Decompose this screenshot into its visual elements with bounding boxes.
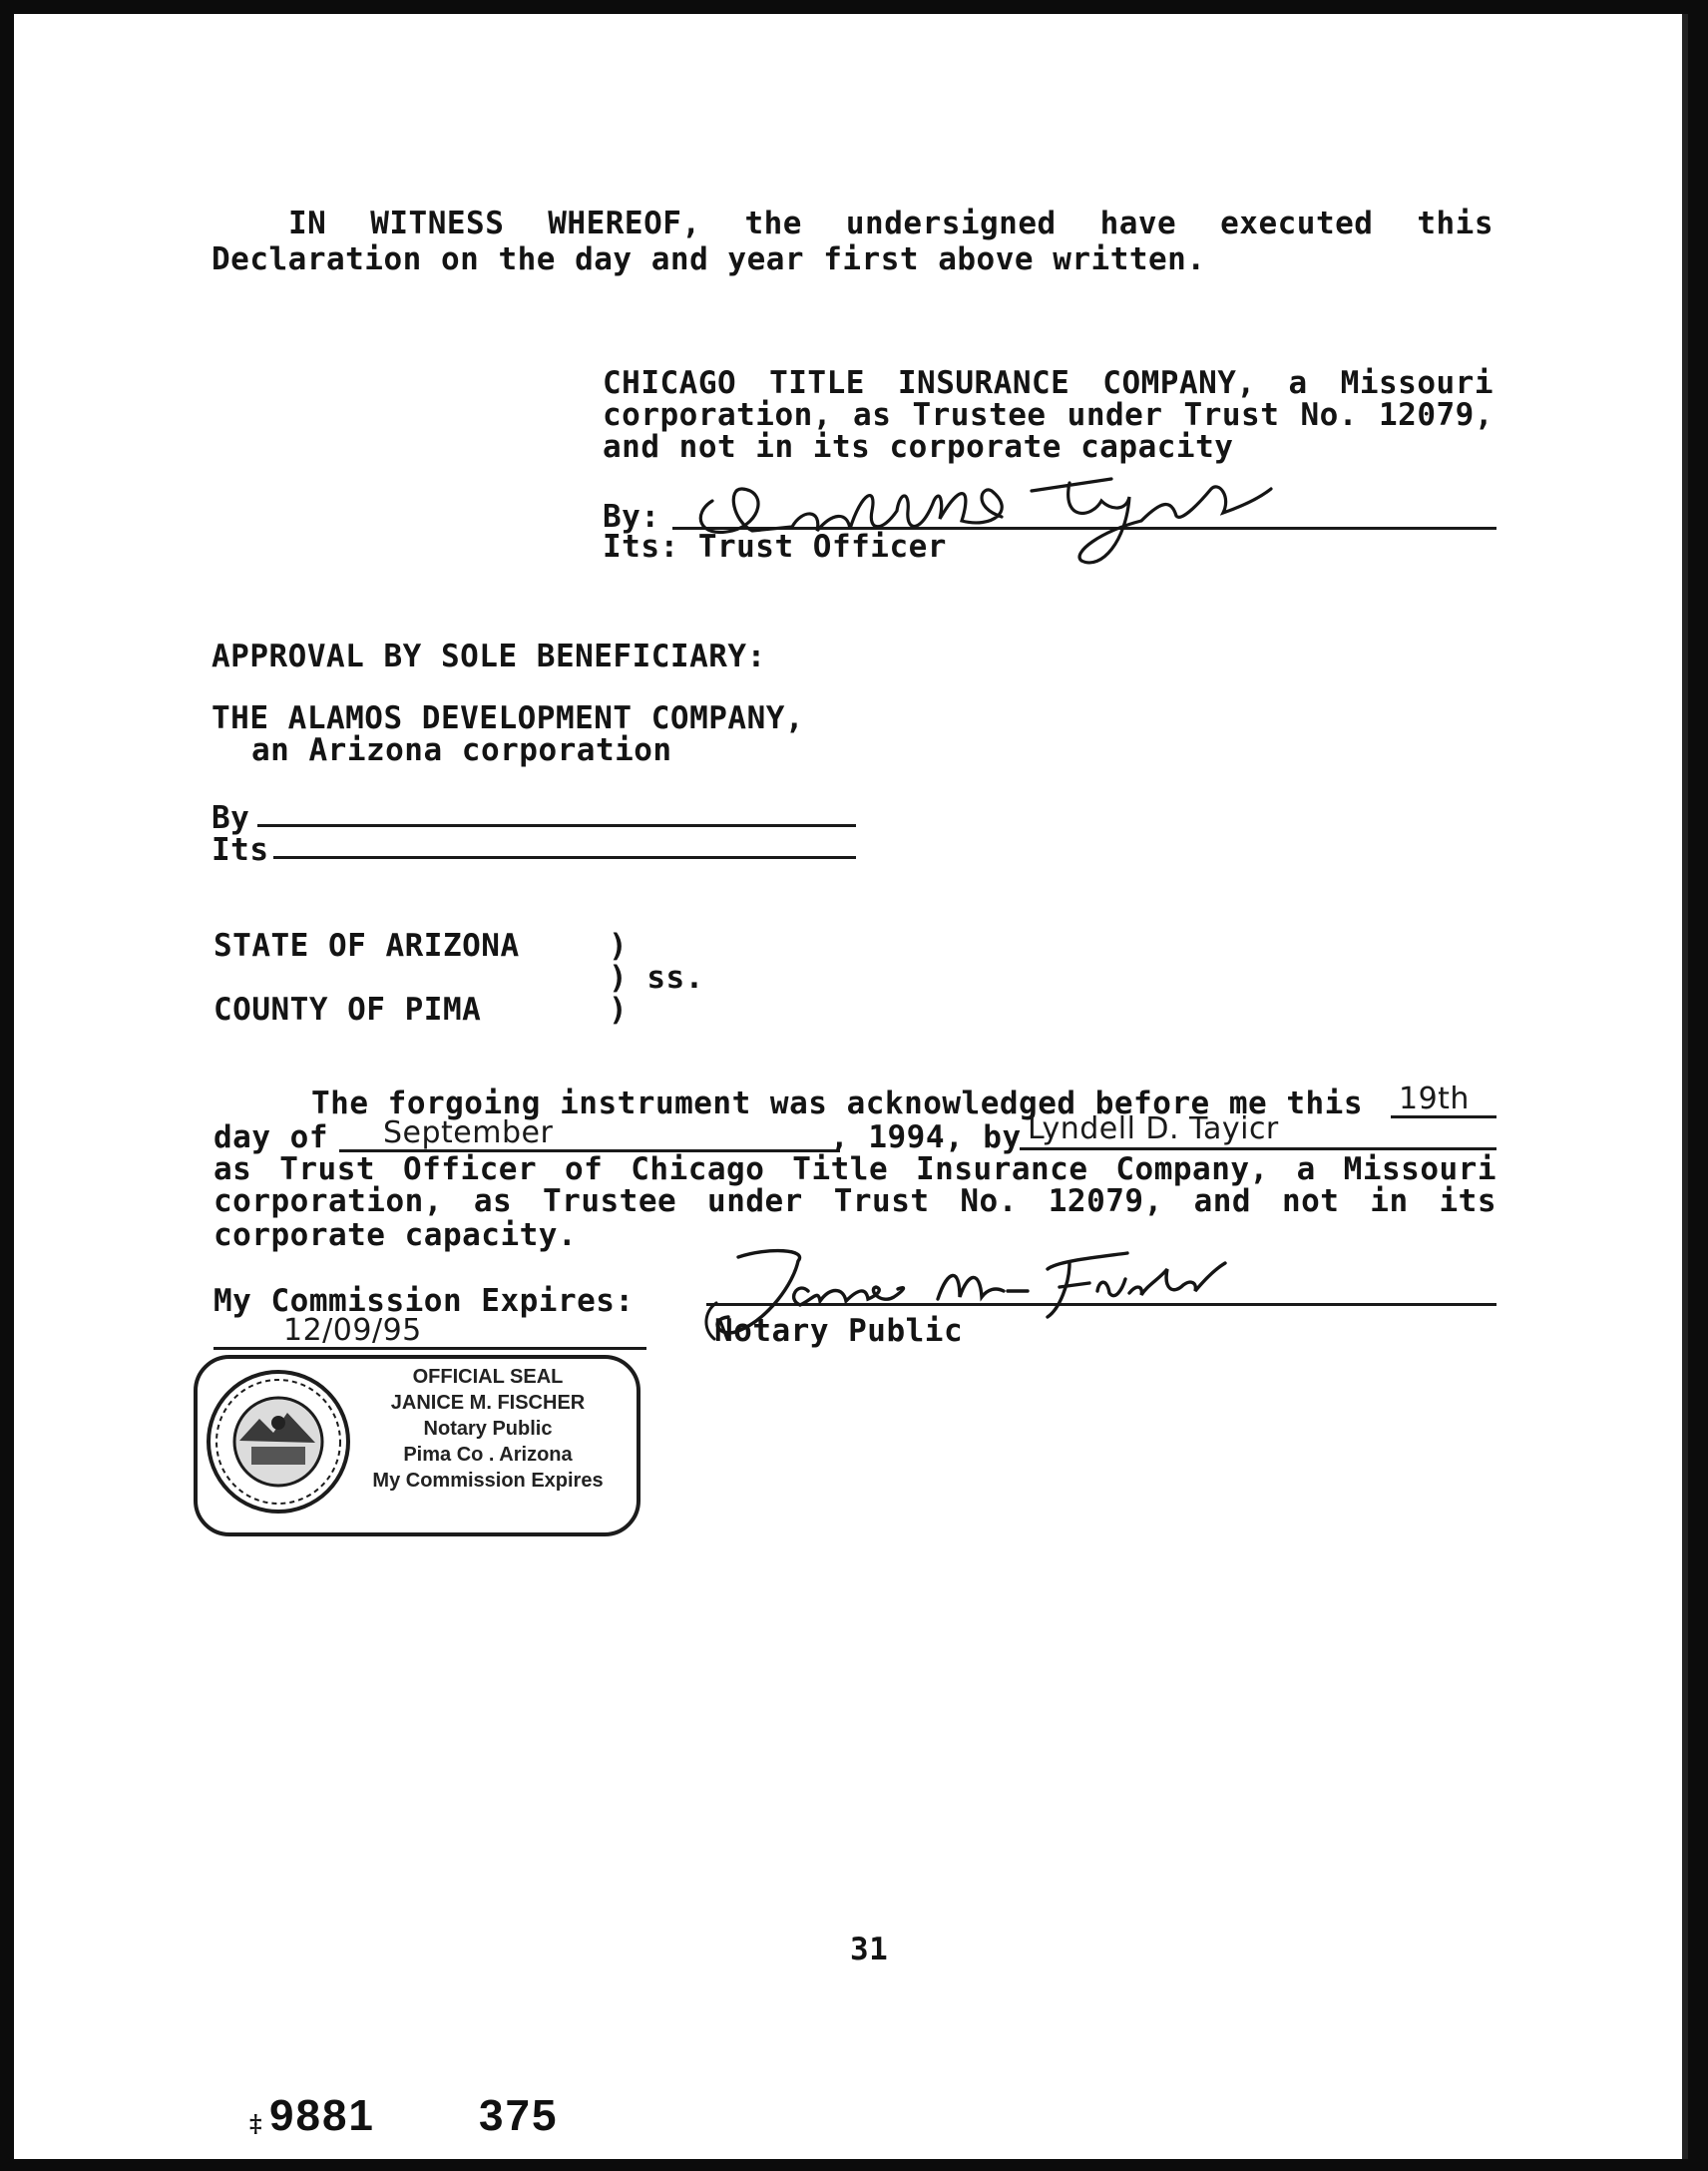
page-number: 31: [850, 1932, 889, 1967]
venue-state: STATE OF ARIZONA: [214, 928, 520, 964]
trustee-line-3: and not in its corporate capacity: [603, 429, 1234, 465]
ack-month-value: September: [383, 1115, 554, 1150]
approval-its-label: Its: [212, 832, 269, 868]
ack-line-1: The forgoing instrument was acknowledged before me this: [311, 1086, 1363, 1121]
notary-label: Notary Public: [714, 1313, 964, 1349]
seal-line-2: JANICE M. FISCHER: [390, 1392, 586, 1414]
witness-line-2: Declaration on the day and year first above written.: [212, 241, 1206, 277]
ack-line-3: as Trust Officer of Chicago Title Insurance Company, a Missouri: [214, 1151, 1496, 1187]
approval-company: THE ALAMOS DEVELOPMENT COMPANY,: [212, 700, 805, 736]
witness-line-1: IN WITNESS WHEREOF, the undersigned have executed this: [288, 206, 1494, 241]
official-seal-stamp: [194, 1355, 640, 1536]
ack-line-4: corporation, as Trustee under Trust No. 12079, and not in its: [214, 1183, 1496, 1219]
venue-paren-1: ): [609, 928, 629, 964]
trustee-line-1: CHICAGO TITLE INSURANCE COMPANY, a Missouri: [603, 365, 1494, 401]
approval-by-label: By: [212, 800, 250, 836]
trustee-its-label: Its: Trust Officer: [603, 529, 947, 565]
doc-id-mark: ‡: [249, 2109, 262, 2138]
notary-signature: [698, 1239, 1297, 1351]
doc-id: 9881: [269, 2091, 375, 2140]
venue-ss: ) ss.: [609, 960, 704, 996]
seal-line-5: My Commission Expires: [372, 1470, 604, 1492]
document-page: [14, 14, 1688, 2159]
approval-heading: APPROVAL BY SOLE BENEFICIARY:: [212, 639, 766, 674]
venue-paren-3: ): [609, 992, 629, 1028]
ack-name-line: [1020, 1147, 1496, 1150]
ack-day-of: day of: [214, 1119, 328, 1155]
trustee-signature: [672, 461, 1331, 581]
trustee-by-label: By:: [603, 499, 660, 535]
commission-label: My Commission Expires:: [214, 1283, 635, 1319]
approval-company-type: an Arizona corporation: [251, 732, 672, 768]
notary-paren-mark: [698, 1301, 722, 1341]
ack-line-5: corporate capacity.: [214, 1217, 578, 1253]
venue-county: COUNTY OF PIMA: [214, 992, 482, 1028]
trustee-line-2: corporation, as Trustee under Trust No. 12079,: [603, 397, 1494, 433]
ack-name-value: Lyndell D. Tayicr: [1028, 1111, 1279, 1146]
seal-line-1: OFFICIAL SEAL: [412, 1366, 564, 1388]
seal-line-4: Pima Co . Arizona: [403, 1444, 573, 1466]
commission-date: 12/09/95: [283, 1313, 422, 1348]
ack-day-line: [1391, 1115, 1496, 1118]
seal-line-3: Notary Public: [423, 1418, 553, 1440]
approval-its-line: [273, 856, 856, 859]
state-seal-emblem: [204, 1367, 353, 1517]
approval-by-line: [257, 824, 856, 827]
ack-day-value: 19th: [1399, 1082, 1470, 1116]
commission-date-line: [214, 1347, 646, 1350]
doc-id-2: 375: [479, 2091, 559, 2140]
ack-year-by: , 1994, by: [830, 1119, 1022, 1155]
